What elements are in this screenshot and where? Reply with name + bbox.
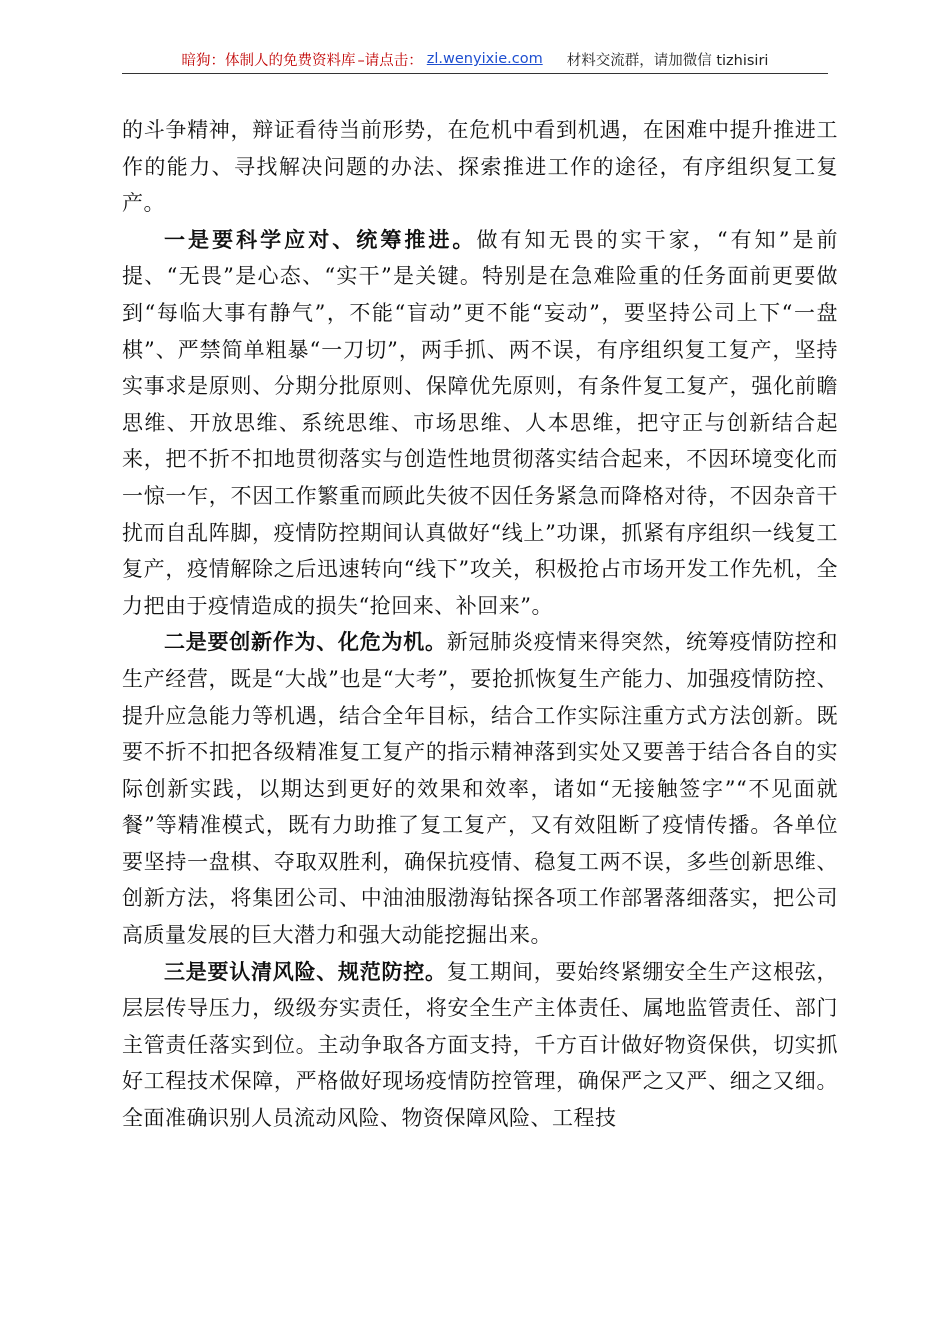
header-contact: 材料交流群，请加微信 tizhisiri (566, 52, 769, 69)
paragraph-text: 的斗争精神，辩证看待当前形势，在危机中看到机遇，在困难中提升推进工作的能力、寻找解决问题的办法、探索推进工作的途径，有序组织复工复产。 (122, 118, 838, 216)
paragraph-text: 做有知无畏的实干家，“有知”是前提、“无畏”是心态、“实干”是关键。特别是在急难险重的任务面前更要做到“每临大事有静气”，不能“盲动”更不能“妄动”，要坚持公司上下“一盘棋”、严禁简单粗暴“一刀切”，两手抓、两不误，有序组织复工复产，坚持实事求是原则、分期分批原则、保障优先原则，有条件复工复产，强化前瞻思维、开放思维、系统思维、市场思维、人本思维，把守正与创新结合起来，把不折不扣地贯彻落实与创造性地贯彻落实结合起来，不因环境变化而一惊一乍，不因工作繁重而顾此失彼不因任务紧急而降格对待，不因杂音干扰而自乱阵脚，疫情防控期间认真做好“线上”功课，抓紧有序组织一线复工复产，疫情解除之后迅速转向“线下”攻关，积极抢占市场开发工作先机，全力把由于疫情造成的损失“抢回来、补回来”。 (122, 227, 838, 618)
paragraph-point-two (122, 624, 838, 953)
paragraph-point-one (122, 222, 838, 625)
header-brand: 暗狗：体制人的免费资料库 (181, 52, 356, 69)
header-divider (122, 73, 828, 74)
paragraph-heading: 二是要创新作为、化危为机。 (164, 629, 447, 655)
paragraph-point-three (122, 954, 838, 1137)
paragraph-continuation (122, 112, 838, 222)
page-header (122, 46, 828, 72)
paragraph-heading: 一是要科学应对、统筹推进。 (164, 226, 477, 252)
header-prompt: –请点击： (357, 52, 423, 69)
paragraph-text: 新冠肺炎疫情来得突然，统筹疫情防控和生产经营，既是“大战”也是“大考”，要抢抓恢复生产能力、加强疫情防控、提升应急能力等机遇，结合全年目标，结合工作实际注重方式方法创新。既要不折不扣把各级精准复工复产的指示精神落到实处又要善于结合各自的实际创新实践，以期达到更好的效果和效率，诸如“无接触签字”“不见面就餐”等精准模式，既有力助推了复工复产，又有效阻断了疫情传播。各单位要坚持一盘棋、夺取双胜利，确保抗疫情、稳复工两不误，多些创新思维、创新方法，将集团公司、中油油服渤海钻探各项工作部署落细落实，把公司高质量发展的巨大潜力和强大动能挖掘出来。 (122, 630, 838, 948)
document-body (122, 112, 838, 1137)
paragraph-heading: 三是要认清风险、规范防控。 (164, 958, 447, 984)
header-link[interactable]: zl.wenyixie.com (426, 51, 543, 67)
paragraph-text: 复工期间，要始终紧绷安全生产这根弦，层层传导压力，级级夯实责任，将安全生产主体责任、属地监管责任、部门主管责任落实到位。主动争取各方面支持，千方百计做好物资保供，切实抓好工程技术保障，严格做好现场疫情防控管理，确保严之又严、细之又细。全面准确识别人员流动风险、物资保障风险、工程技 (122, 959, 838, 1131)
